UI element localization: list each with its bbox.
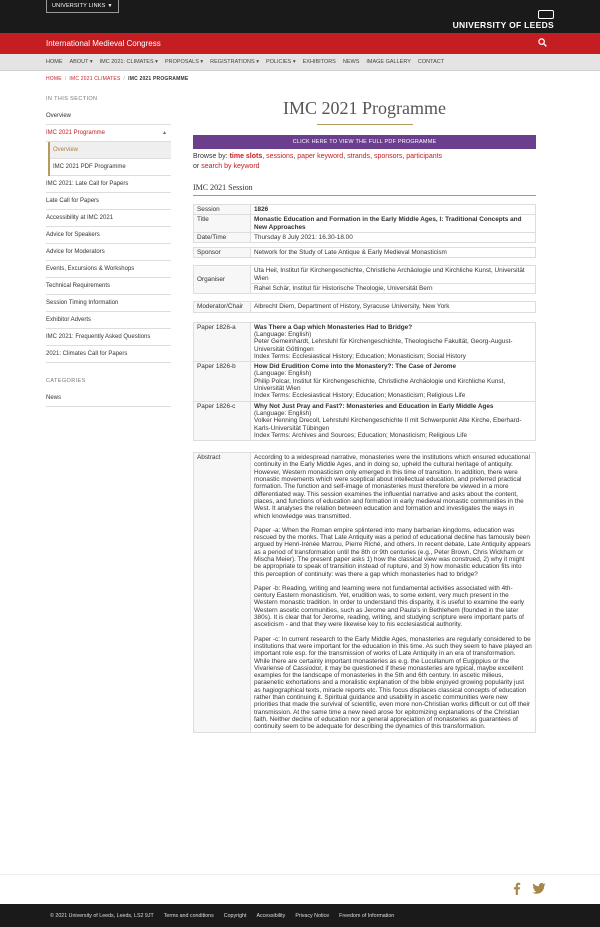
footer-link-terms[interactable]: Terms and conditions	[163, 913, 214, 919]
sidebar-item-late-call[interactable]: Late Call for Papers	[46, 193, 171, 210]
nav-home[interactable]: HOME	[46, 59, 63, 65]
search-icon[interactable]	[538, 38, 547, 47]
paper-c-cell	[251, 401, 536, 440]
paper-b-language: (Language: English)	[254, 370, 312, 378]
paper-a-cell	[251, 322, 536, 361]
paper-c-label: Paper 1826-c	[194, 401, 251, 440]
spacer-row	[194, 294, 536, 302]
sidebar-item-label: IMC 2021 Programme	[46, 130, 106, 136]
abstract-paragraph: Paper -b: Reading, writing and learning were not fundamental activities associated with 4th-century Eastern monasticism. Yet, erudition was, to some extent, very much present in the Western monastic tradition. In order to understand this disparity, it is useful to examine the early Western ascetic communities, such as Jerome and Paula's in Bethlehem (founded in the later 380s). It is clear that for Jerome, reading, writing, and studying scripture were important parts of asceticism - and that they were likewise key to his ecclesiastical authority.	[254, 584, 525, 629]
page-title: IMC 2021 Programme	[283, 98, 446, 118]
table-row	[194, 248, 536, 258]
breadcrumb-separator: /	[64, 76, 67, 82]
browse-sessions-link[interactable]: sessions	[266, 153, 294, 160]
footer-copyright: © 2021 University of Leeds, Leeds, LS2 9JT	[50, 913, 154, 919]
sidebar-item-technical[interactable]: Technical Requirements	[46, 278, 171, 295]
sidebar-subitem-overview[interactable]: Overview	[50, 142, 171, 159]
logo-text: UNIVERSITY OF LEEDS	[452, 20, 554, 30]
spacer-row	[194, 441, 536, 453]
organiser-2: Rahel Schär, Institut für Historische Theologie, Universität Bern	[251, 284, 536, 294]
site-title[interactable]: International Medieval Congress	[46, 39, 161, 48]
breadcrumb-home[interactable]: HOME	[46, 76, 62, 82]
main-nav	[0, 54, 600, 71]
paper-b-terms: Index Terms: Ecclesiastical History; Education; Monasticism; Religious Life	[254, 392, 466, 400]
breadcrumb-separator: /	[123, 76, 126, 82]
paper-a-language: (Language: English)	[254, 330, 312, 338]
twitter-icon[interactable]	[532, 883, 546, 894]
facebook-icon[interactable]	[512, 882, 521, 895]
nav-about[interactable]: ABOUT ▾	[69, 59, 93, 65]
footer-link-privacy[interactable]: Privacy Notice	[295, 913, 330, 919]
paper-c-terms: Index Terms: Archives and Sources; Education; Monasticism; Religious Life	[254, 431, 468, 439]
breadcrumb-section[interactable]: IMC 2021 CLIMATES	[69, 76, 121, 82]
paper-a-title: Was There a Gap which Monasteries Had to Bridge?	[254, 323, 413, 331]
sidebar-item-session-timing[interactable]: Session Timing Information	[46, 295, 171, 312]
spacer-row	[194, 312, 536, 322]
search-by-keyword-link[interactable]: search by keyword	[201, 163, 260, 170]
session-datetime: Thursday 8 July 2021: 16.30-18.00	[251, 232, 536, 242]
browse-links: Browse by: time slots, sessions, paper keyword, strands, sponsors, participants or search by keyword	[193, 153, 443, 170]
sidebar-item-programme[interactable]	[46, 125, 171, 142]
paper-a-author: Peter Gemeinhardt, Lehrstuhl für Kirchengeschichte, Theologische Fakultät, Georg-August-Universität Göttingen	[254, 338, 513, 353]
category-item-news[interactable]: News	[46, 390, 171, 407]
session-moderator: Albrecht Diem, Department of History, Syracuse University, New York	[251, 302, 536, 312]
footer-link-foi[interactable]: Freedom of Information	[339, 913, 395, 919]
pdf-programme-button[interactable]: CLICK HERE TO VIEW THE FULL PDF PROGRAMME	[193, 135, 536, 149]
table-row	[194, 266, 536, 284]
datetime-label: Date/Time	[194, 232, 251, 242]
browse-prefix: Browse by:	[193, 153, 228, 160]
nav-contact[interactable]: CONTACT	[417, 59, 445, 65]
nav-image-gallery[interactable]: IMAGE GALLERY	[366, 59, 411, 65]
caret-down-icon: ▼	[107, 3, 113, 9]
paper-b-title: How Did Erudition Come into the Monastery?: The Case of Jerome	[254, 363, 457, 371]
collapse-icon[interactable]: ▲	[162, 130, 167, 136]
abstract-label: Abstract	[194, 453, 251, 732]
university-links-dropdown[interactable]	[46, 0, 119, 13]
session-sponsor: Network for the Study of Late Antique & Early Medieval Monasticism	[251, 248, 536, 258]
browse-participants-link[interactable]: participants	[406, 153, 443, 160]
table-row	[194, 205, 536, 215]
paper-a-terms: Index Terms: Ecclesiastical History; Education; Monasticism; Social History	[254, 352, 466, 360]
organiser-label: Organiser	[194, 266, 251, 294]
paper-c-author: Volker Henning Drecoll, Lehrstuhl Kirchengeschichte II mit Schwerpunkt Alte Kirche, Eberhard-Karls-Universität Tübingen	[254, 417, 522, 432]
table-row	[194, 232, 536, 242]
table-row	[194, 362, 536, 401]
abstract-paragraph: Paper -c: In current research to the Early Middle Ages, monasteries are regularly considered to be institutions that were important for the education in this time. As such they seem to have played an important role esp. for the transmission of works of Late Antiquity in an era of transformation. While there are certainly important monasteries as e.g. the Lucullanum of Eugippius or the Vivariense of Cassiodor, it may be questioned if these monasteries are typical, maybe excellent examples for the landscape of monasteries in the 5th and 6th century. In ascetic milieus, paraenetic exhortations and a moralistic explanation of the bible enjoyed growing popularity just as hagiographical texts, miracle reports etc. This focus displaces classical concepts of education rather than continuing it. Spiritual guidance and usability in ascetic communities were new priorities that made the survival of scientific, even more non-Christian works difficult or cut off their transmission. At the same time a new need arose for epitomizing explanations of the Christian faith. Neither decline of education nor a general appreciation of monasteries as guarantees of continuity seem to be adequate for describing the dynamics of this transformation.	[254, 635, 532, 731]
table-row	[194, 215, 536, 233]
nav-registrations[interactable]: REGISTRATIONS ▾	[210, 59, 259, 65]
social-links	[0, 874, 600, 904]
sidebar-heading: IN THIS SECTION	[46, 96, 98, 102]
paper-a-label: Paper 1826-a	[194, 322, 251, 361]
sidebar-item-overview[interactable]: Overview	[46, 108, 171, 125]
sidebar-item-exhibitor-adverts[interactable]: Exhibitor Adverts	[46, 312, 171, 329]
browse-paper-keyword-link[interactable]: paper keyword	[297, 153, 344, 160]
main-content	[193, 96, 536, 733]
paper-b-author: Philip Polcar, Institut für Kirchengeschichte, Christliche Archäologie und Kirchliche Kunst, Universität Wien	[254, 377, 506, 393]
session-section-title: IMC 2021 Session	[193, 183, 536, 196]
nav-news[interactable]: NEWS	[342, 59, 360, 65]
sidebar-subnav	[48, 142, 171, 176]
footer-link-copyright[interactable]: Copyright	[223, 913, 247, 919]
sidebar-item-events[interactable]: Events, Excursions & Workshops	[46, 261, 171, 278]
sidebar-item-advice-moderators[interactable]: Advice for Moderators	[46, 244, 171, 261]
university-logo[interactable]	[453, 10, 554, 30]
browse-time-slots-link[interactable]: time slots	[229, 153, 263, 160]
abstract-cell	[251, 453, 536, 732]
nav-policies[interactable]: POLICIES ▾	[265, 59, 296, 65]
browse-sponsors-link[interactable]: sponsors	[373, 153, 403, 160]
sidebar-item-climates-call[interactable]: 2021: Climates Call for Papers	[46, 346, 171, 363]
breadcrumb-current: IMC 2021 PROGRAMME	[128, 76, 189, 82]
session-number: 1826	[251, 205, 536, 215]
sidebar	[46, 96, 171, 407]
nav-exhibitors[interactable]: EXHIBITORS	[302, 59, 336, 65]
footer-link-accessibility[interactable]: Accessibility	[256, 913, 286, 919]
breadcrumb	[46, 76, 188, 82]
abstract-paragraph: Paper -a: When the Roman empire splintered into many barbarian kingdoms, education was rescued by the monks. That Late Antiquity was a period of educational decline has famously been argued by Henri-Irénée Marrou, Pierre Riché, and others. In recent debate, Late Antiquity appears as a period of transformation until the 8th or 9th centuries (e.g., Peter Brown, Chris Wickham or Mischa Meier). The present paper asks 1) how the classical view was construed, 2) why it might be appropriate to speak of transition instead of rupture, and 3) how monastic education fits into this perception of continuity: was there a gap which monasteries had to bridge?	[254, 526, 531, 578]
table-row	[194, 453, 536, 732]
moderator-label: Moderator/Chair	[194, 302, 251, 312]
browse-or: or	[193, 163, 200, 170]
sidebar-item-faq[interactable]: IMC 2021: Frequently Asked Questions	[46, 329, 171, 346]
spacer-row	[194, 258, 536, 266]
sponsor-label: Sponsor	[194, 248, 251, 258]
nav-climates[interactable]: IMC 2021: CLIMATES ▾	[99, 59, 158, 65]
paper-b-label: Paper 1826-b	[194, 362, 251, 401]
session-title: Monastic Education and Formation in the Early Middle Ages, I: Traditional Concepts and New Approaches	[251, 215, 536, 233]
top-bar	[0, 0, 600, 33]
table-row	[194, 302, 536, 312]
session-label: Session	[194, 205, 251, 215]
sidebar-item-accessibility[interactable]: Accessibility at IMC 2021	[46, 210, 171, 227]
sidebar-item-late-call-2021[interactable]: IMC 2021: Late Call for Papers	[46, 176, 171, 193]
session-table	[193, 204, 536, 733]
paper-b-cell	[251, 362, 536, 401]
site-header	[0, 33, 600, 54]
paper-c-language: (Language: English)	[254, 409, 312, 417]
table-row	[194, 401, 536, 440]
crest-icon	[538, 10, 554, 19]
categories-heading: CATEGORIES	[46, 378, 86, 384]
abstract-paragraph: According to a widespread narrative, monasteries were the institutions which ensured educational continuity in the Early Middle Ages, and in doing so, upheld the cultural heritage of antiquity. However, Western monasticism only emerged in this time of transition. In addition, there were monastic movements which were sceptical about intellectual education, and preferred practical formation. The function and self-image of monasteries must therefore be viewed in a more differentiated way. This session examines the influential narrative and asks about the content, places, and functions of education and formation in early medieval monastic communities in the West. It analyses the relation between education and formation and investigates the ways in which knowledge was transmitted.	[254, 454, 531, 520]
browse-strands-link[interactable]: strands	[347, 153, 371, 160]
sidebar-item-advice-speakers[interactable]: Advice for Speakers	[46, 227, 171, 244]
paper-c-title: Why Not Just Pray and Fast?: Monasteries and Education in Early Middle Ages	[254, 402, 494, 410]
organiser-1: Uta Heil, Institut für Kirchengeschichte, Christliche Archäologie und Kirchliche Kunst, Universität Wien	[251, 266, 536, 284]
footer-bar	[0, 904, 600, 927]
title-label: Title	[194, 215, 251, 233]
sidebar-subitem-pdf-programme[interactable]: IMC 2021 PDF Programme	[50, 159, 171, 176]
title-underline	[317, 124, 413, 125]
university-links-label: UNIVERSITY LINKS	[52, 3, 106, 9]
nav-proposals[interactable]: PROPOSALS ▾	[164, 59, 204, 65]
table-row	[194, 322, 536, 361]
